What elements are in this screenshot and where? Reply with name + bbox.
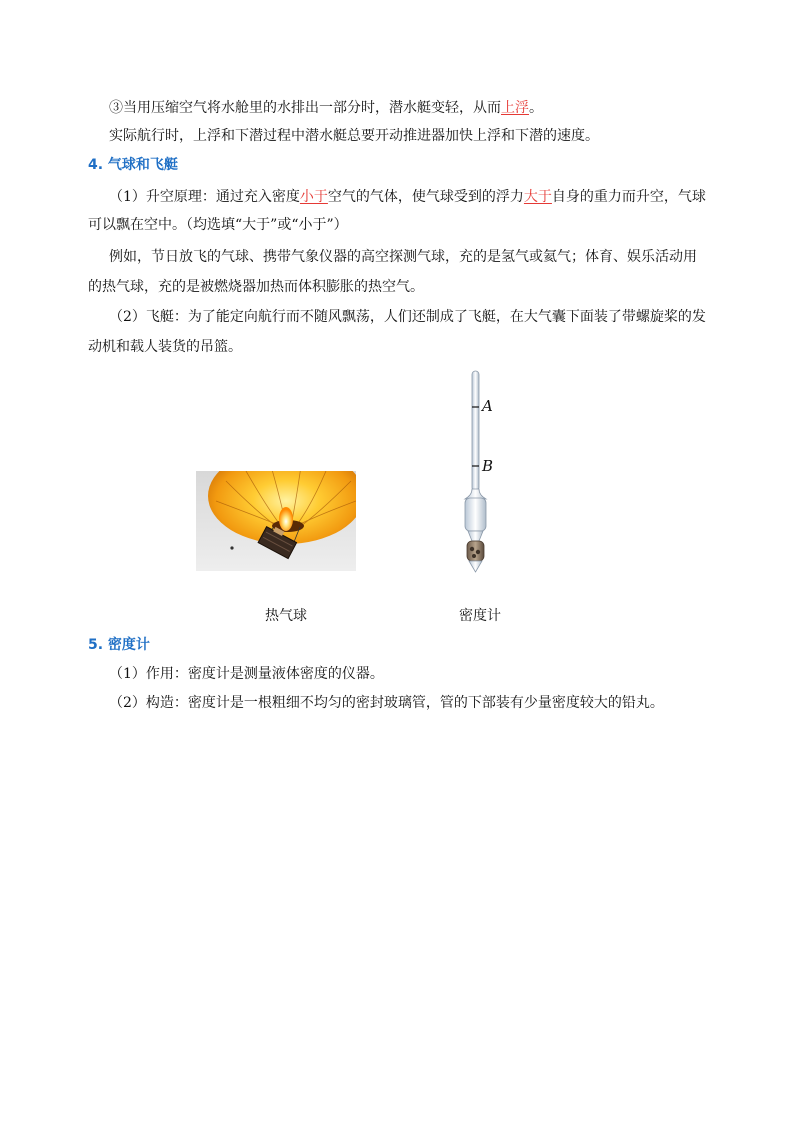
answer-blank: 上浮 [501, 100, 529, 116]
paragraph-balloon-examples: 例如，节日放飞的气球、携带气象仪器的高空探测气球，充的是氢气或氦气；体育、娱乐活动用 [109, 249, 697, 265]
paragraph-lift-principle [109, 187, 716, 207]
text-segment: ③当用压缩空气将水舱里的水排出一部分时，潜水艇变轻，从而 [109, 100, 501, 116]
paragraph-airship: （2）飞艇：为了能定向航行而不随风飘荡，人们还制成了飞艇，在大气囊下面装了带螺旋桨的发 [109, 309, 706, 325]
mark-label-b: B [482, 457, 494, 475]
section-heading-balloon-airship: 4. 气球和飞艇 [88, 157, 178, 173]
caption-hydrometer: 密度计 [459, 608, 501, 624]
paragraph-hydrometer-function: （1）作用：密度计是测量液体密度的仪器。 [109, 666, 384, 682]
paragraph-airship-cont: 动机和载人装货的吊篮。 [88, 339, 242, 355]
caption-hot-air-balloon: 热气球 [265, 608, 307, 624]
paragraph-hydrometer-structure: （2）构造：密度计是一根粗细不均匀的密封玻璃管，管的下部装有少量密度较大的铅丸。 [109, 695, 664, 711]
section-heading-hydrometer: 5. 密度计 [88, 637, 150, 653]
answer-blank: 小于 [299, 189, 328, 205]
text-segment: 自身的重力而升空，气球 [551, 189, 706, 205]
hydrometer-diagram [455, 369, 515, 579]
mark-label-a: A [482, 397, 493, 415]
text-segment: 空气的气体，使气球受到的浮力 [327, 189, 524, 205]
answer-blank: 大于 [523, 189, 552, 205]
paragraph-lift-principle-cont: 可以飘在空中。（均选填“大于”或“小于”） [88, 217, 348, 233]
text-segment: 。 [529, 100, 543, 116]
hot-air-balloon-image [196, 471, 356, 571]
text-segment: （1）升空原理：通过充入密度 [109, 189, 300, 205]
paragraph-submarine-rise [109, 98, 716, 118]
paragraph-submarine-note: 实际航行时，上浮和下潜过程中潜水艇总要开动推进器加快上浮和下潜的速度。 [109, 128, 599, 144]
paragraph-balloon-examples-cont: 的热气球，充的是被燃烧器加热而体积膨胀的热空气。 [88, 279, 424, 295]
hot-air-balloon-photo [196, 471, 356, 571]
